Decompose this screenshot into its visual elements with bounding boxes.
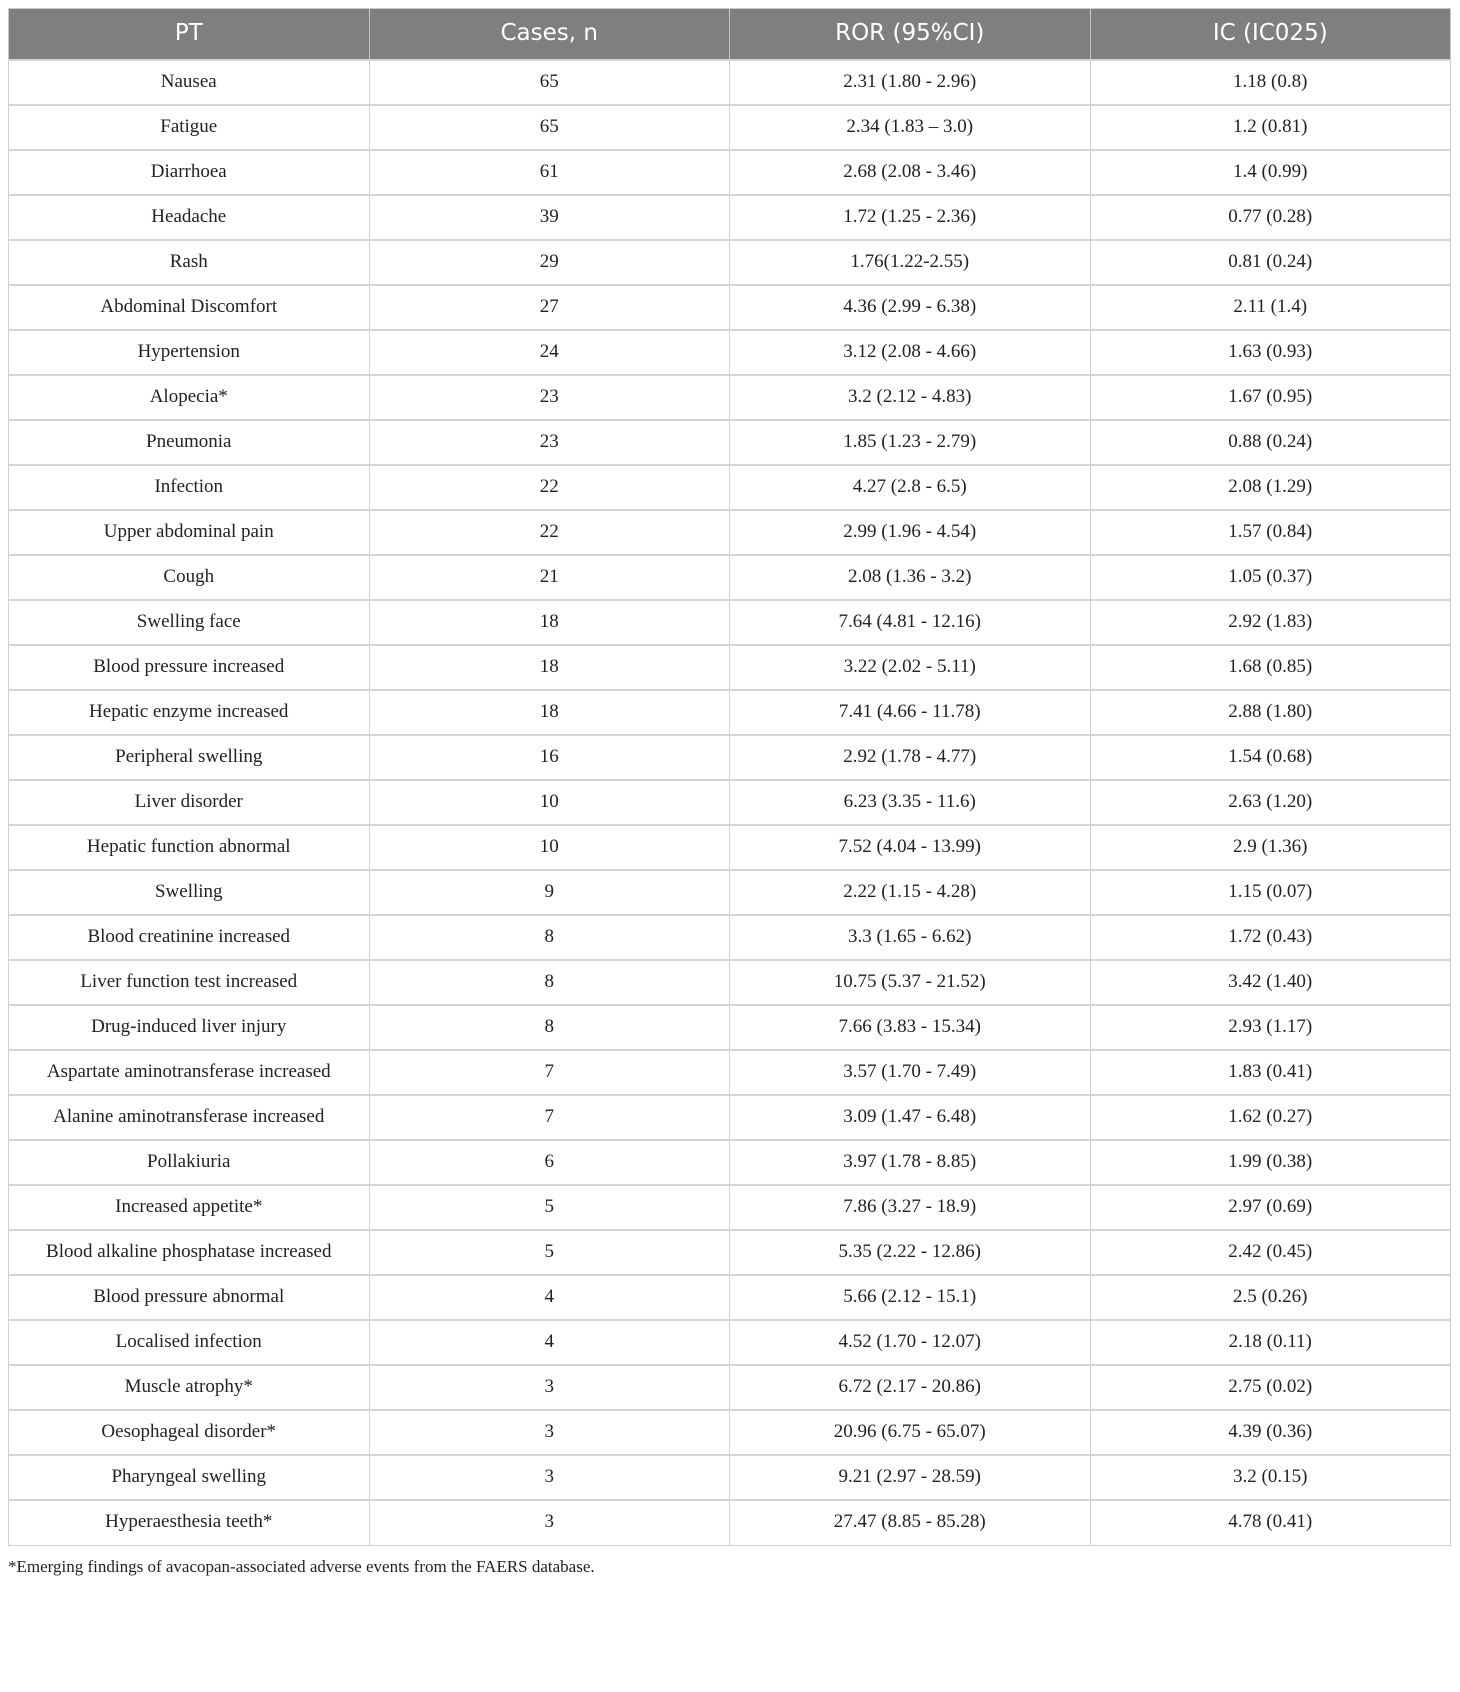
cell-cases: 10 [369,825,730,870]
table-row [9,1005,1451,1050]
cell-ic: 1.15 (0.07) [1090,870,1451,915]
footnote: *Emerging findings of avacopan-associated adverse events from the FAERS database. [8,1556,595,1576]
cell-ic: 0.88 (0.24) [1090,420,1451,465]
cell-ic: 1.72 (0.43) [1090,915,1451,960]
cell-pt: Increased appetite* [9,1185,370,1230]
cell-pt: Aspartate aminotransferase increased [9,1050,370,1095]
cell-ic: 3.42 (1.40) [1090,960,1451,1005]
table-row [9,915,1451,960]
cell-ic: 1.67 (0.95) [1090,375,1451,420]
cell-pt: Swelling [9,870,370,915]
cell-ror: 1.76(1.22-2.55) [730,240,1091,285]
cell-pt: Diarrhoea [9,150,370,195]
cell-ror: 1.72 (1.25 - 2.36) [730,195,1091,240]
cell-pt: Swelling face [9,600,370,645]
cell-ic: 2.93 (1.17) [1090,1005,1451,1050]
table-row [9,1095,1451,1140]
cell-pt: Hyperaesthesia teeth* [9,1500,370,1545]
table-row [9,1140,1451,1185]
cell-cases: 23 [369,375,730,420]
cell-pt: Blood creatinine increased [9,915,370,960]
table-row [9,465,1451,510]
cell-cases: 29 [369,240,730,285]
cell-ic: 1.57 (0.84) [1090,510,1451,555]
cell-cases: 4 [369,1275,730,1320]
cell-ic: 1.2 (0.81) [1090,105,1451,150]
table-row [9,600,1451,645]
table-row [9,420,1451,465]
cell-pt: Pharyngeal swelling [9,1455,370,1500]
cell-ic: 4.39 (0.36) [1090,1410,1451,1455]
table-row [9,645,1451,690]
cell-ror: 10.75 (5.37 - 21.52) [730,960,1091,1005]
cell-pt: Headache [9,195,370,240]
cell-cases: 9 [369,870,730,915]
table-row [9,780,1451,825]
table-row [9,510,1451,555]
cell-ror: 3.09 (1.47 - 6.48) [730,1095,1091,1140]
cell-cases: 10 [369,780,730,825]
table-row [9,1320,1451,1365]
cell-pt: Localised infection [9,1320,370,1365]
cell-ic: 1.18 (0.8) [1090,60,1451,105]
cell-ic: 1.05 (0.37) [1090,555,1451,600]
cell-cases: 16 [369,735,730,780]
cell-pt: Hepatic function abnormal [9,825,370,870]
table-row [9,690,1451,735]
table-row [9,735,1451,780]
cell-pt: Hepatic enzyme increased [9,690,370,735]
cell-ror: 3.12 (2.08 - 4.66) [730,330,1091,375]
cell-cases: 5 [369,1230,730,1275]
cell-pt: Blood alkaline phosphatase increased [9,1230,370,1275]
cell-cases: 18 [369,690,730,735]
table-row [9,285,1451,330]
cell-ic: 2.18 (0.11) [1090,1320,1451,1365]
table-row [9,1410,1451,1455]
cell-ror: 2.22 (1.15 - 4.28) [730,870,1091,915]
cell-pt: Pneumonia [9,420,370,465]
cell-pt: Alanine aminotransferase increased [9,1095,370,1140]
cell-ic: 2.08 (1.29) [1090,465,1451,510]
cell-ic: 0.81 (0.24) [1090,240,1451,285]
cell-ror: 7.66 (3.83 - 15.34) [730,1005,1091,1050]
table-row [9,825,1451,870]
cell-ic: 4.78 (0.41) [1090,1500,1451,1545]
cell-pt: Oesophageal disorder* [9,1410,370,1455]
cell-ror: 6.72 (2.17 - 20.86) [730,1365,1091,1410]
cell-pt: Cough [9,555,370,600]
cell-cases: 4 [369,1320,730,1365]
cell-ror: 27.47 (8.85 - 85.28) [730,1500,1091,1545]
cell-ic: 2.9 (1.36) [1090,825,1451,870]
cell-cases: 8 [369,915,730,960]
header-cases: Cases, n [369,9,730,61]
cell-pt: Rash [9,240,370,285]
cell-cases: 65 [369,60,730,105]
cell-ror: 4.52 (1.70 - 12.07) [730,1320,1091,1365]
cell-ic: 2.42 (0.45) [1090,1230,1451,1275]
cell-cases: 3 [369,1455,730,1500]
cell-pt: Hypertension [9,330,370,375]
table-row [9,1455,1451,1500]
adverse-events-table [8,8,1451,1546]
cell-cases: 22 [369,510,730,555]
cell-pt: Liver disorder [9,780,370,825]
cell-cases: 39 [369,195,730,240]
cell-ic: 1.54 (0.68) [1090,735,1451,780]
cell-ic: 2.92 (1.83) [1090,600,1451,645]
cell-ror: 2.92 (1.78 - 4.77) [730,735,1091,780]
cell-ic: 2.5 (0.26) [1090,1275,1451,1320]
cell-cases: 8 [369,960,730,1005]
cell-pt: Fatigue [9,105,370,150]
cell-pt: Liver function test increased [9,960,370,1005]
cell-cases: 18 [369,600,730,645]
table-row [9,150,1451,195]
cell-ic: 2.75 (0.02) [1090,1365,1451,1410]
cell-pt: Upper abdominal pain [9,510,370,555]
cell-ic: 1.83 (0.41) [1090,1050,1451,1095]
cell-ic: 1.99 (0.38) [1090,1140,1451,1185]
table-row [9,1185,1451,1230]
table-row [9,555,1451,600]
cell-ror: 2.31 (1.80 - 2.96) [730,60,1091,105]
cell-ror: 5.35 (2.22 - 12.86) [730,1230,1091,1275]
cell-cases: 3 [369,1500,730,1545]
cell-ror: 2.08 (1.36 - 3.2) [730,555,1091,600]
cell-pt: Infection [9,465,370,510]
table-row [9,330,1451,375]
cell-ror: 5.66 (2.12 - 15.1) [730,1275,1091,1320]
cell-cases: 6 [369,1140,730,1185]
table-row [9,240,1451,285]
cell-cases: 18 [369,645,730,690]
cell-ror: 3.97 (1.78 - 8.85) [730,1140,1091,1185]
cell-cases: 22 [369,465,730,510]
cell-ror: 7.86 (3.27 - 18.9) [730,1185,1091,1230]
cell-ror: 4.36 (2.99 - 6.38) [730,285,1091,330]
cell-pt: Drug-induced liver injury [9,1005,370,1050]
table-row [9,1050,1451,1095]
table-row [9,1230,1451,1275]
table-row [9,1275,1451,1320]
table-row [9,870,1451,915]
cell-pt: Pollakiuria [9,1140,370,1185]
cell-pt: Alopecia* [9,375,370,420]
cell-cases: 5 [369,1185,730,1230]
cell-cases: 3 [369,1410,730,1455]
cell-cases: 7 [369,1095,730,1140]
header-ror: ROR (95%CI) [730,9,1091,61]
cell-pt: Blood pressure abnormal [9,1275,370,1320]
cell-ror: 4.27 (2.8 - 6.5) [730,465,1091,510]
cell-ror: 7.41 (4.66 - 11.78) [730,690,1091,735]
cell-ic: 2.63 (1.20) [1090,780,1451,825]
cell-ror: 3.2 (2.12 - 4.83) [730,375,1091,420]
table-row [9,105,1451,150]
cell-ic: 1.62 (0.27) [1090,1095,1451,1140]
cell-ic: 2.11 (1.4) [1090,285,1451,330]
cell-ror: 2.99 (1.96 - 4.54) [730,510,1091,555]
cell-ic: 2.97 (0.69) [1090,1185,1451,1230]
cell-ic: 1.68 (0.85) [1090,645,1451,690]
cell-cases: 24 [369,330,730,375]
cell-ic: 1.4 (0.99) [1090,150,1451,195]
cell-cases: 23 [369,420,730,465]
cell-cases: 3 [369,1365,730,1410]
table-row [9,1500,1451,1545]
cell-pt: Nausea [9,60,370,105]
cell-cases: 65 [369,105,730,150]
cell-ror: 7.52 (4.04 - 13.99) [730,825,1091,870]
cell-ror: 2.68 (2.08 - 3.46) [730,150,1091,195]
cell-ror: 6.23 (3.35 - 11.6) [730,780,1091,825]
cell-ror: 3.3 (1.65 - 6.62) [730,915,1091,960]
cell-ror: 7.64 (4.81 - 12.16) [730,600,1091,645]
header-ic: IC (IC025) [1090,9,1451,61]
cell-cases: 21 [369,555,730,600]
cell-ic: 2.88 (1.80) [1090,690,1451,735]
cell-pt: Blood pressure increased [9,645,370,690]
table-row [9,375,1451,420]
cell-ror: 1.85 (1.23 - 2.79) [730,420,1091,465]
cell-ic: 0.77 (0.28) [1090,195,1451,240]
table-row [9,1365,1451,1410]
cell-pt: Abdominal Discomfort [9,285,370,330]
table-row [9,195,1451,240]
cell-cases: 8 [369,1005,730,1050]
cell-cases: 61 [369,150,730,195]
cell-ror: 2.34 (1.83 – 3.0) [730,105,1091,150]
table-row [9,960,1451,1005]
table-row [9,60,1451,105]
cell-ic: 1.63 (0.93) [1090,330,1451,375]
cell-pt: Muscle atrophy* [9,1365,370,1410]
header-pt: PT [9,9,370,61]
cell-ror: 20.96 (6.75 - 65.07) [730,1410,1091,1455]
cell-ic: 3.2 (0.15) [1090,1455,1451,1500]
cell-ror: 9.21 (2.97 - 28.59) [730,1455,1091,1500]
cell-ror: 3.57 (1.70 - 7.49) [730,1050,1091,1095]
cell-cases: 7 [369,1050,730,1095]
cell-pt: Peripheral swelling [9,735,370,780]
header-row [9,9,1451,61]
cell-cases: 27 [369,285,730,330]
cell-ror: 3.22 (2.02 - 5.11) [730,645,1091,690]
